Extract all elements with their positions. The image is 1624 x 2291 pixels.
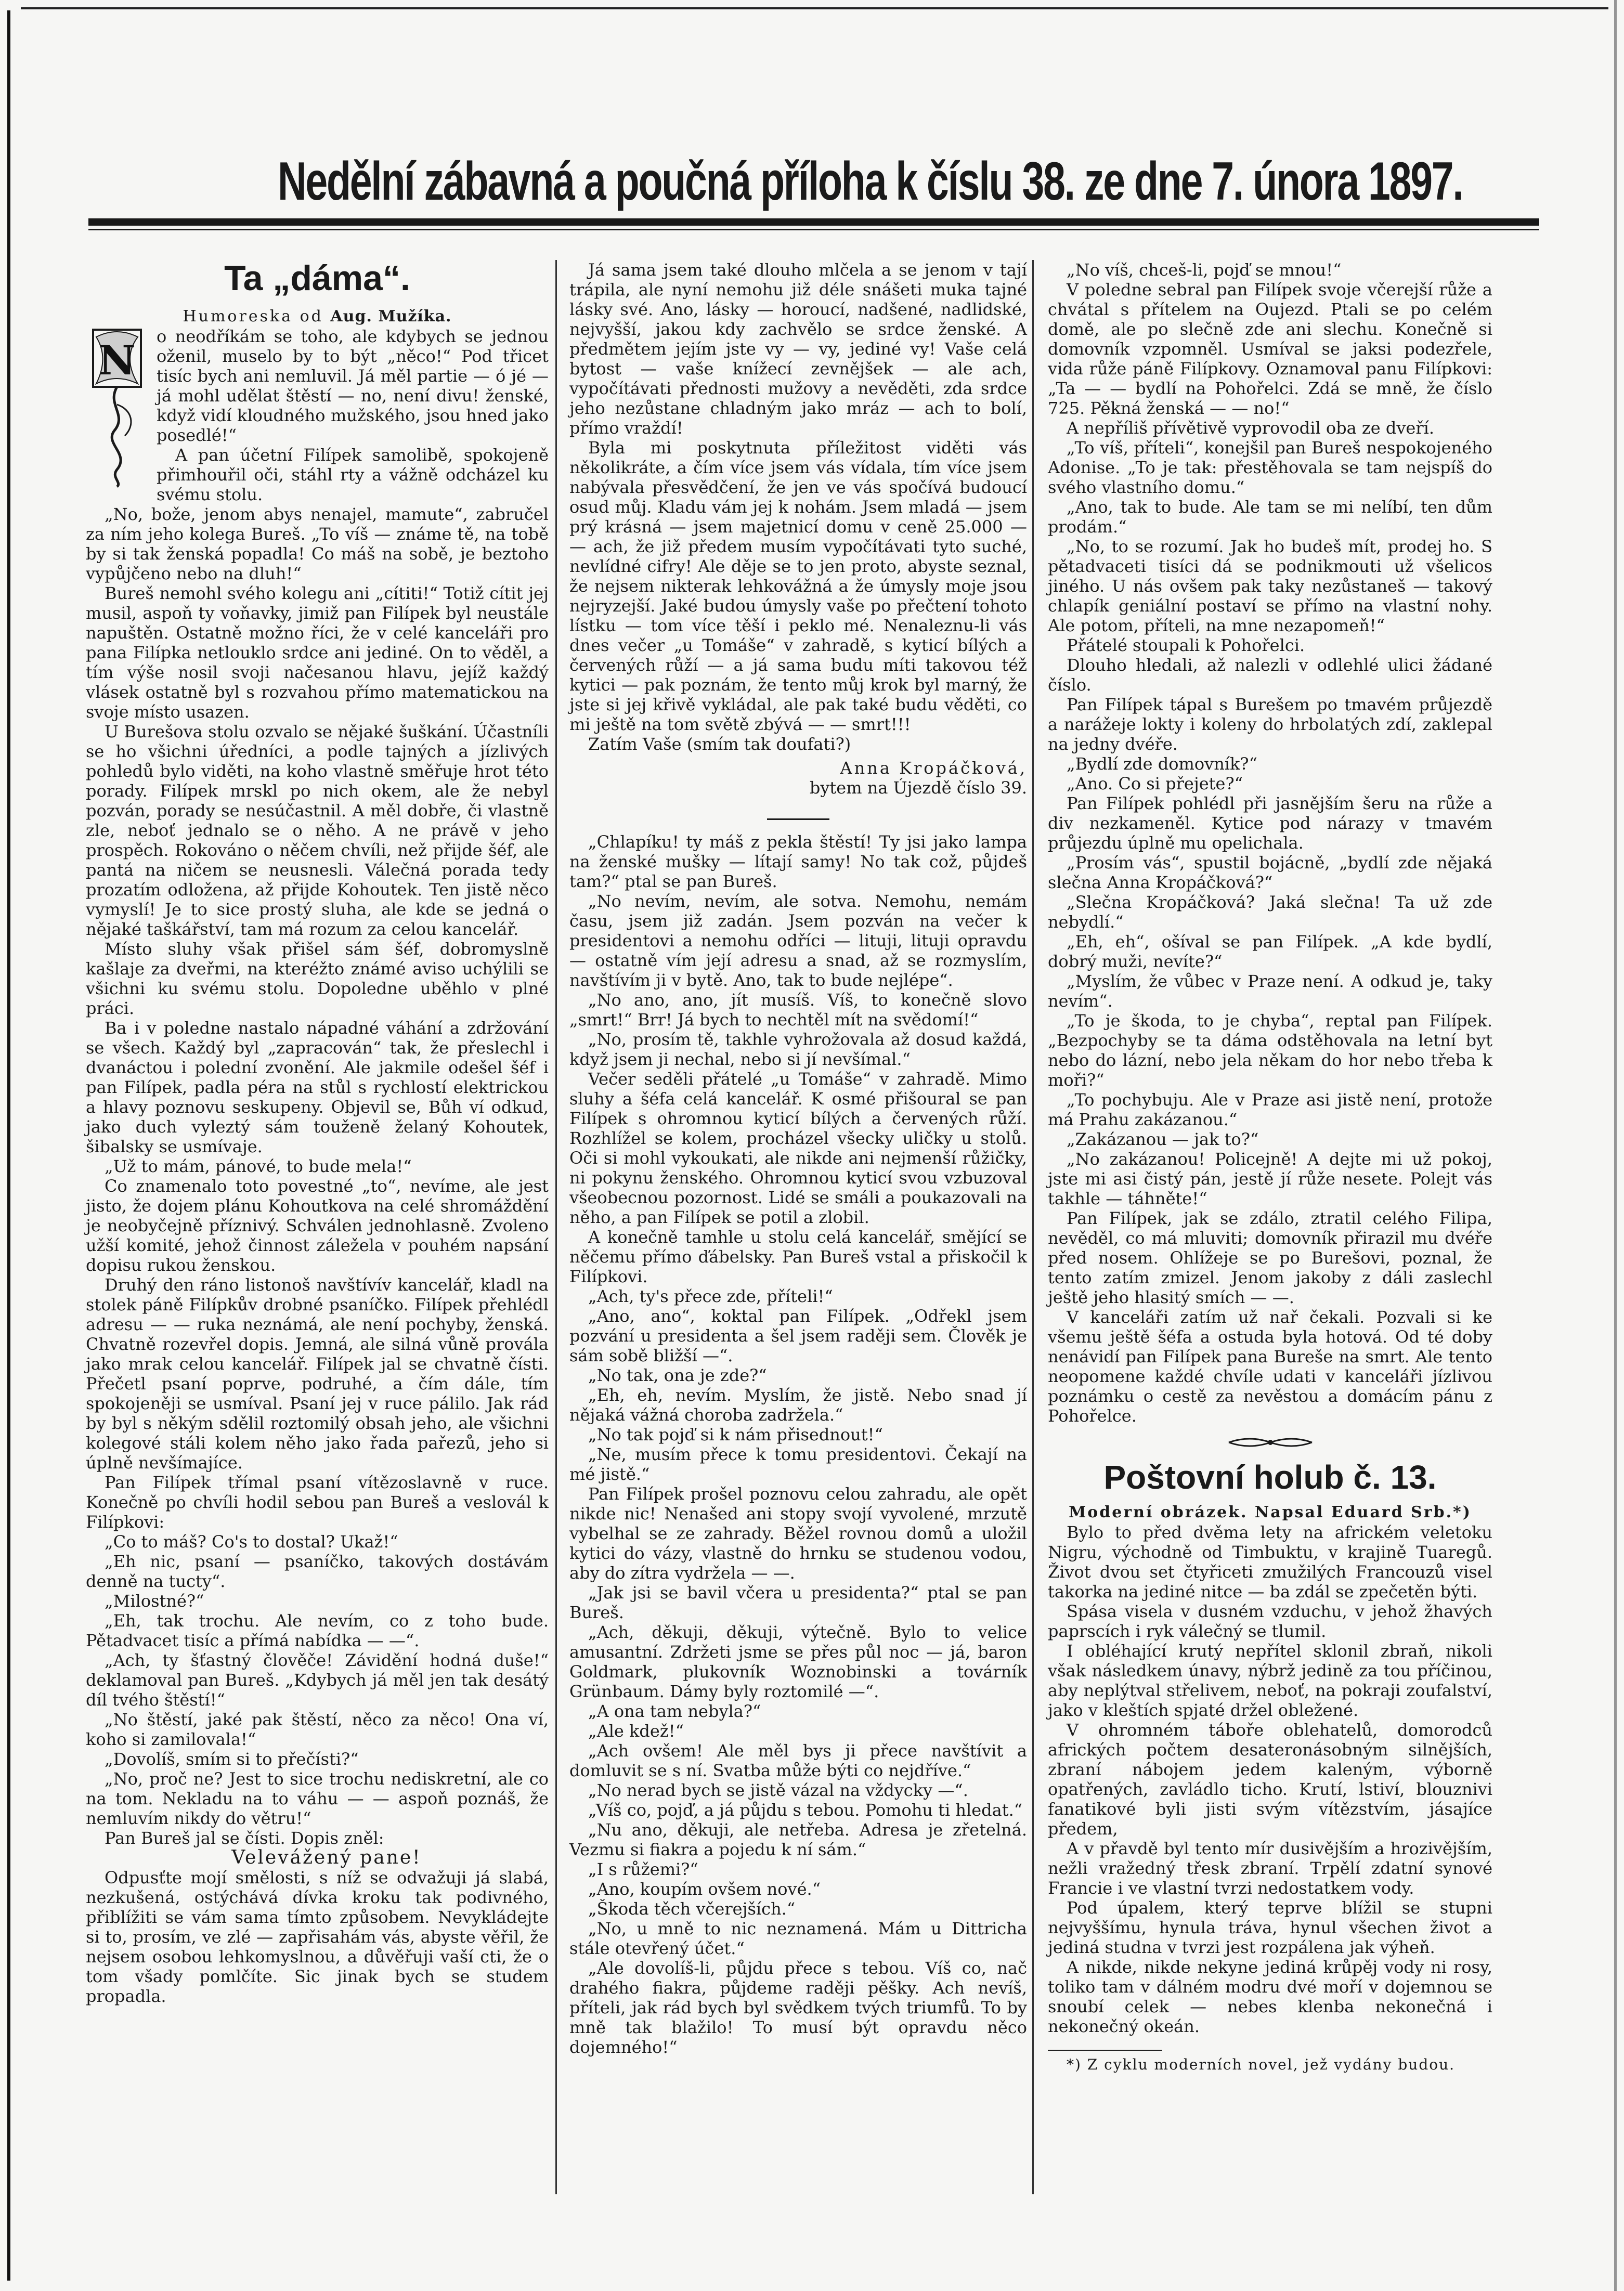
story1-paragraph: „Bydlí zde domovník?“ (1067, 754, 1257, 774)
story1-paragraph: „Ale dovolíš-li, půjdu přece s tebou. Víš co, nač drahého fiakra, půjdeme raději pěšky. Ach nevíš, příteli, jak rád bych byl svědkem tvých triumfů. To by mně tak blažilo! To musí být opravdu něco dojemného!“ (569, 1958, 1027, 2057)
page-edge-top (21, 7, 1608, 9)
story1-paragraph: „No tak pojď si k nám přisednout!“ (588, 1425, 883, 1444)
story1-paragraph: „Ale kdež!“ (588, 1721, 684, 1741)
story1-paragraph: „Eh, tak trochu. Ale nevím, co z toho bude. Pětadvacet tisíc a přímá nabídka — —“. (86, 1611, 549, 1650)
story1-title: Ta „dáma“. (224, 258, 410, 298)
story2-title: Poštovní holub č. 13. (1103, 1459, 1437, 1496)
story1-paragraph: „Ano, ano“, koktal pan Filípek. „Odřekl jsem pozvání u presidenta a šel jsem raději sem. Člověk je sám sobě bližší —“. (569, 1306, 1027, 1365)
story1-paragraph: „No, prosím tě, takhle vyhrožovala až dosud každá, když jsem ji nechal, nebo si jí nevšímal.“ (569, 1030, 1027, 1069)
story1-paragraph: o neodříkám se toho, ale kdybych se jednou oženil, muselo by to být „něco!“ Pod třicet tisíc bych ani nemluvil. Já měl partie — ó jé — já mohl udělat štěstí — no, není divu! ženské, když vidí kloudného mužského, jsou hned jako posedlé!“ (157, 327, 549, 445)
story1-paragraph: „To pochybuju. Ale v Praze asi jistě není, protože má Prahu zakázanou.“ (1048, 1090, 1492, 1129)
story1-paragraph: „Ne, musím přece k tomu presidentovi. Čekají na mé jistě.“ (569, 1444, 1027, 1484)
story1-paragraph: „A ona tam nebyla?“ (588, 1701, 761, 1721)
story1-paragraph: Přátelé stoupali k Pohořelci. (1067, 635, 1305, 655)
story1-paragraph: „Škoda těch včerejších.“ (588, 1899, 796, 1919)
story2-paragraph: Pod úpalem, který teprve blížil se stupni nejvyššímu, hynula tráva, hynul všechen život a jediná studna v tvrzi jest rozpálena jak výheň. (1048, 1898, 1492, 1957)
story1-paragraph: Co znamenalo toto povestné „to“, nevíme, ale jest jisto, že dojem plánu Kohoutkova na celé shromáždění je neobyčejně příznivý. Schválen jednohlasně. Zvoleno užší komité, jehož činnost záležela v pouhém napsání dopisu rukou ženskou. (86, 1176, 549, 1275)
story1-paragraph: „Víš co, pojď, a já půjdu s tebou. Pomohu ti hledat.“ (588, 1800, 1023, 1820)
story1-paragraph: „Nu ano, děkuji, ale netřeba. Adresa je zřetelná. Vezmu si fiakra a pojedu k ní sám.“ (569, 1820, 1027, 1859)
masthead-title: Nedělní zábavná a poučná příloha k číslu 38. ze dne 7. února 1897. (278, 151, 1463, 212)
story1-paragraph: Večer seděli přátelé „u Tomáše“ v zahradě. Mimo sluhy a šéfa celá kancelář. K osmé přišoural se pan Filípek s ohromnou kyticí bílých a červených růží. Rozhlížel se kolem, procházel všecky uličky u stolů. Oči si mohl vykoukati, ale nikde ani nejmenší růžičky, ni pokynu ženského. Ohromnou kyticí svou vzbuzoval všeobecnou pozornost. Lidé se smáli a poukazovali na něho, a pan Filípek se potil a zlobil. (569, 1069, 1027, 1227)
story1-paragraph: V kanceláři zatím už nař čekali. Pozvali si ke všemu ještě šéfa a ostuda byla hotová. Od té doby nenávidí pan Filípek pana Bureše na smrt. Ale tento neopomene každé chvíle udati v kanceláři jízlivou poznámku o cestě za nevěstou a domácím pánu z Pohořelce. (1048, 1307, 1492, 1426)
story1-paragraph: Ba i v poledne nastalo nápadné váhání a zdržování se všech. Každý byl „zapracován“ tak, že přeslechl i dvanáctou i polední zvonění. Ale jakmile odešel šéf i pan Filípek, padla péra na stůl s rychlostí elektrickou a hlavy poznovu seskupeny. Objevil se, Bůh ví odkud, jako duch vyleztý sám touženě želaný Kohoutek, šibalsky se usmívaje. (86, 1018, 549, 1156)
story1-paragraph: Pan Bureš jal se čísti. Dopis zněl: (105, 1828, 384, 1848)
column-divider-1 (555, 260, 557, 2194)
story1-paragraph: Bureš nemohl svého kolegu ani „cítiti!“ Totiž cítit jej musil, aspoň ty voňavky, jimiž pan Filípek byl neustále napuštěn. Ostatně možno říci, že v celé kanceláři pro pana Filípka netlouklo srdce ani jediné. On to věděl, a tím výše nosil svoji načesanou hlavu, jejíž každý vlásek ostatně byl s rozvahou přímo matematickou na svoje místo usazen. (86, 583, 549, 722)
story1-paragraph: „Ano. Co si přejete?“ (1067, 774, 1243, 793)
story1-paragraph: „Ano, tak to bude. Ale tam se mi nelíbí, ten dům prodám.“ (1048, 497, 1492, 537)
story1-paragraph: Místo sluhy však přišel sám šéf, dobromyslně kašlaje za dveřmi, na kteréžto známé aviso uchýlili se všichni ku svému stolu. Dopoledne uběhlo v plné práci. (86, 939, 549, 1018)
story1-paragraph: „No ano, ano, jít musíš. Víš, to konečně slovo „smrt!“ Brr! Já bych to nechtěl mít na svědomí!“ (569, 990, 1027, 1030)
story1-paragraph: „Jak jsi se bavil včera u presidenta?“ ptal se pan Bureš. (569, 1583, 1027, 1622)
story1-paragraph: „No nevím, nevím, ale sotva. Nemohu, nemám času, jsem již zadán. Jsem pozván na večer k presidentovi a nemohu odříci — lituji, lituji opravdu — ostatně vím její adresu a snad, až se rozmyslím, navštívím ji v bytě. Ano, tak to bude nejlépe“. (569, 891, 1027, 990)
masthead-rule-thin (88, 229, 1539, 230)
story2-paragraph: V ohromném táboře oblehatelů, domorodců afrických počtem desateronásobným silnějších, zbraní nábojem jedem kaleným, výborně opatřených, zavládlo ticho. Krutí, lstiví, blouznivi fanatikové byli jisti svým vítězstvím, jásajíce předem, (1048, 1720, 1492, 1839)
letter-paragraph: Já sama jsem také dlouho mlčela a se jenom v tají trápila, ale nyní nemohu již déle snášeti muka tajné lásky své. Ano, lásky — horoucí, nadšené, nadlidské, nejvyšší, jakou kdy zachvělo se srdce ženské. A předmětem jejím jste vy — vy, jediné vy! Vaše celá bytost — vaše knížecí zevnějšek — ale ach, vypočítávati přednosti mužovy a nevěděti, zda srdce jeho nezůstane chladným jako mráz — ach to bolí, přímo vraždí! (569, 260, 1027, 438)
story1-paragraph: Pan Filípek pohlédl při jasnějším šeru na růže a div nezkameněl. Kytice pod nárazy v tmavém průjezdu úplně mu opelichala. (1048, 793, 1492, 853)
story2-paragraph: Bylo to před dvěma lety na africkém veletoku Nigru, východně od Timbuktu, v krajině Tuaregů. Život dvou set čtyřiceti zmužilých Francouzů visel takorka na jediné nitce — ba zdál se zpečetěn býti. (1048, 1522, 1492, 1602)
story1-paragraph: V poledne sebral pan Filípek svoje včerejší růže a chvátal s přítelem na Oujezd. Ptali se po celém domě, ale po slečně zde ani slechu. Konečně si domovník vzpomněl. Usmíval se jaksi podezřele, vida růže páně Filípkovy. Oznamoval panu Filípkovi: „Ta — — bydlí na Pohořelci. Zdá se mně, že číslo 725. Pěkná ženská — — no!“ (1048, 280, 1492, 418)
story1-paragraph: „No, to se rozumí. Jak ho budeš mít, prodej ho. S pětadvaceti tisíci dá se podnikmouti už všelicos jiného. U nás ovšem pak taky nezůstaneš — takový chlapík geniální postaví se přímo na vlastní nohy. Ale potom, příteli, na mne nezapomeň!“ (1048, 537, 1492, 635)
story1-paragraph: Dlouho hledali, až nalezli v odlehlé ulici žádané číslo. (1048, 655, 1492, 695)
story1-paragraph: Pan Filípek třímal psaní vítězoslavně v ruce. Konečně po chvíli hodil sebou pan Bureš a veslovál k Filípkovi: (86, 1473, 549, 1532)
story1-paragraph: A nepříliš přívětivě vyprovodil oba ze dveří. (1067, 418, 1435, 438)
story1-paragraph: „Zakázanou — jak to?“ (1067, 1129, 1259, 1149)
story1-paragraph: A pan účetní Filípek samolibě, spokojeně přimhouřil oči, stáhl rty a vážně odcházel ku svému stolu. (157, 445, 549, 504)
story1-paragraph: „No nerad bych se jistě vázal na vždycky —“. (588, 1780, 968, 1800)
story1-paragraph: „I s růžemi?“ (588, 1859, 698, 1879)
story2-paragraph: A v přavdě byl tento mír dusivějším a hrozivějším, nežli vražedný třesk zbraní. Trpělí zdatní synové Francie i ve vlastní tvrzi nedostatkem vody. (1048, 1839, 1492, 1898)
story1-paragraph: „Ach ovšem! Ale měl bys ji přece navštívit a domluvit se s ní. Svatba může býti co nejdříve.“ (569, 1741, 1027, 1780)
footnote-rule (1048, 2050, 1162, 2051)
story1-paragraph: „No štěstí, jaké pak štěstí, něco za něco! Ona ví, koho si zamilovala!“ (86, 1710, 549, 1749)
story1-paragraph: „To víš, příteli“, konejšil pan Bureš nespokojeného Adonise. „To je tak: přestěhovala se tam nejspíš do svého vlastního domu.“ (1048, 438, 1492, 497)
story2-footnote: *) Z cyklu moderních novel, jež vydány budou. (1067, 2056, 1456, 2073)
letter-closing: Zatím Vaše (smím tak doufati?) (588, 734, 851, 754)
story1-paragraph: Druhý den ráno listonoš navštívív kancelář, kladl na stolek páně Filípkův drobné psaníčko. Filípek přehlédl adresu — — ruka neznámá, ale není pochyby, ženská. Chvatně rozevřel dopis. Jemná, ale silná vůně provála jako mrak celou kancelář. Filípek jal se chvatně čísti. Přečetl psaní poprve, podruhé, a čím dále, tím spokojeněji se usmíval. Psaní jej v ruce pálilo. Jak rád by byl s někým sdělil roztomilý obsah jeho, ale všichni kolegové stáli kolem něho jako řada pařezů, jeho si úplně nevšímajíce. (86, 1275, 549, 1473)
story1-paragraph: „No, u mně to nic neznamená. Mám u Dittricha stále otevřený účet.“ (569, 1919, 1027, 1958)
column-1 (86, 255, 549, 2006)
story1-paragraph: „Už to mám, pánové, to bude mela!“ (105, 1156, 412, 1176)
story1-paragraph: „No víš, chceš-li, pojď se mnou!“ (1067, 260, 1342, 280)
story2-paragraph: Spása visela v dusném vzduchu, v jehož žhavých paprscích i ryk válečný se tlumil. (1048, 1602, 1492, 1641)
story1-paragraph: Pan Filípek prošel poznovu celou zahradu, ale opět nikde nic! Nenašed ani stopy svojí vyvolené, mrzutě vybelhal se ze zahrady. Běžel rovnou domů a uložil kytici do vázy, vlastně do hrnku se studenou vodou, aby do zítra vydržela — —. (569, 1484, 1027, 1583)
story2-byline: Moderní obrázek. Napsal Eduard Srb.*) (1069, 1503, 1472, 1521)
story1-byline-prefix: Humoreska od (183, 307, 323, 326)
story1-paragraph: „Dovolíš, smím si to přečísti?“ (105, 1749, 359, 1769)
letter-signature-name: Anna Kropáčková, (840, 758, 1027, 778)
page-edge-left (7, 10, 10, 2281)
letter-paragraph: Odpusťte mojí smělosti, s níž se odvažuji já slabá, nezkušená, ostýchává dívka kroku tak podivného, přiblížiti se vám sama tímto způsobem. Nevykládejte si to, prosím, ve zlé — zapřisahám vás, abyste věřil, že nejsem osobou lehkomyslnou, a důvěřuji vaší cti, že o tom všady pomlčíte. Sic jinak bych se studem propadla. (86, 1868, 549, 2006)
column-2 (569, 260, 1027, 2057)
story1-paragraph: „Eh nic, psaní — psaníčko, takových dostávám denně na tucty“. (86, 1552, 549, 1591)
story1-paragraph: „Prosím vás“, spustil bojácně, „bydlí zde nějaká slečna Anna Kropáčková?“ (1048, 853, 1492, 892)
masthead-rule-thick (88, 218, 1539, 226)
story1-paragraph: „Ano, koupím ovšem nové.“ (588, 1879, 821, 1899)
story1-paragraph: „No, bože, jenom abys nenajel, mamute“, zabručel za ním jeho kolega Bureš. „To víš — známe tě, na tobě by si tak ženská popadla! Co máš na sobě, je beztoho vypůjčeno nebo na dluh!“ (86, 504, 549, 583)
story1-paragraph: „Milostné?“ (105, 1591, 204, 1611)
ornament-divider-icon (1226, 1435, 1315, 1450)
story1-paragraph: „Ach, ty's přece zde, příteli!“ (588, 1286, 833, 1306)
story1-paragraph: „Ach, ty šťastný člověče! Závidění hodná duše!“ deklamoval pan Bureš. „Kdybych já měl jen tak desátý díl tvého štěstí!“ (86, 1650, 549, 1710)
story1-paragraph: „Eh, eh“, ošíval se pan Filípek. „A kde bydlí, dobrý muži, nevíte?“ (1048, 932, 1492, 971)
story1-paragraph: „Eh, eh, nevím. Myslím, že jistě. Nebo snad jí nějaká vážná choroba zadržela.“ (569, 1385, 1027, 1425)
story1-paragraph: „Myslím, že vůbec v Praze není. A odkud je, taky nevím“. (1048, 971, 1492, 1011)
page-edge-right (1614, 0, 1617, 2291)
story1-paragraph: „No zakázanou! Policejně! A dejte mi už pokoj, jste mi asi čistý pán, jestě jí růže nesete. Polejt vás takhle — táhněte!“ (1048, 1149, 1492, 1208)
section-separator (569, 805, 1027, 825)
story1-paragraph: „Co to máš? Co's to dostal? Ukaž!“ (105, 1532, 398, 1552)
letter-paragraph: Byla mi poskytnuta příležitost viděti vás několikráte, a čím více jsem vás vídala, tím více jsem nabývala přesvědčení, že jen ve vás spočívá budoucí osud můj. Kladu vám jej k nohám. Jsem mladá — jsem prý krásná — jsem majetnicí domu v ceně 25.000 — — ach, že již předem musím vypočítávati tyto suché, nevlídné cifry! Ale děje se to jen proto, abyste seznal, že nejsem nikterak lehkovážná a že úmysly moje jsou nejryzejší. Jaké budou úmysly vaše po přečtení tohoto lístku — tom více těší i peklo mé. Nenaleznu-li vás dnes večer „u Tomáše“ v zahradě, s kyticí bílých a červených růží — a já sama budu míti takovou též kytici — pak poznám, že tento můj krok byl marný, že jste si jej křivě vykládal, ale pak také budu věděti, co mi ještě na tom světě zbývá — — smrt!!! (569, 438, 1027, 734)
story1-paragraph: U Burešova stolu ozvalo se nějaké šuškání. Účastníli se ho všichni úředníci, a podle tajných a jízlivých pohledů bylo viděti, na koho vlastně směřuje hrot této porady. Filípek mrskl po nich okem, ale že nebyl pozván, porady se nesúčastnil. A měl dobře, či vlastně zle, neboť jednalo se o něho. A ne právě v jeho prospěch. Rokováno o něčem chvíli, než přijde šéf, ale pantá na ničem se neusnesli. Válečná porada tedy prozatím odložena, až přijde Kohoutek. Ten jistě něco vymyslí! Je to sice prostý sluha, ale kde se jedná o nějaké taškářství, tam má rozum za celou kancelář. (86, 722, 549, 939)
story1-paragraph: „Slečna Kropáčková? Jaká slečna! Ta už zde nebydlí.“ (1048, 892, 1492, 932)
story1-paragraph: „No tak, ona je zde?“ (588, 1365, 767, 1385)
story1-paragraph: Pan Filípek tápal s Burešem po tmavém průjezdě a narážeje lokty i koleny do hrbolatých zdí, zaklepal na jedny dvéře. (1048, 695, 1492, 754)
story1-paragraph: A konečně tamhle u stolu celá kancelář, smějící se něčemu přímo ďábelsky. Pan Bureš vstal a přiskočil k Filípkovi. (569, 1227, 1027, 1286)
story2-paragraph: I obléhající krutý nepřítel sklonil zbraň, nikoli však následkem únavy, nýbrž jedině za tou příčinou, aby neplýtval střelivem, neboť, na pokraji zoufalství, jako v kleštích spjaté držel obležené. (1048, 1641, 1492, 1720)
column-3 (1048, 260, 1492, 2074)
story1-byline (86, 307, 549, 327)
story1-byline-author: Aug. Mužíka. (330, 307, 452, 326)
story1-paragraph: „Ach, děkuji, děkuji, výtečně. Bylo to velice amusantní. Zdržeti jsme se přes půl noc — já, baron Goldmark, plukovník Woznobinski a továrník Grünbaum. Dámy byly roztomilé —“. (569, 1622, 1027, 1701)
story1-paragraph: „Chlapíku! ty máš z pekla štěstí! Ty jsi jako lampa na ženské mušky — lítají samy! No tak což, půjdeš tam?“ ptal se pan Bureš. (569, 832, 1027, 891)
story2-paragraph: A nikde, nikde nekyne jediná krůpěj vody ni rosy, toliko tam v dálném modru dvé moří v dojemnou se snoubí celek — nebes klenba nekonečná i nekonečný okeán. (1048, 1957, 1492, 2036)
initial-letter: N (98, 337, 136, 384)
letter-salutation: Velevážený pane! (231, 1847, 422, 1868)
decorative-initial-icon (86, 327, 148, 488)
story1-paragraph: Pan Filípek, jak se zdálo, ztratil celého Filipa, nevěděl, co má mluviti; domovník přirazil mu dvéře před nosem. Ohlížeje se po Burešovi, poznal, že tento zatím zmizel. Jenom jakoby z dáli zaslechl ještě jeho hlasitý smích — —. (1048, 1208, 1492, 1307)
story1-paragraph: „No, proč ne? Jest to sice trochu nediskretní, ale co na tom. Nekladu na to váhu — — aspoň poznáš, že nemluvím nikdy do větru!“ (86, 1769, 549, 1828)
letter-signature-address: bytem na Újezdě číslo 39. (809, 778, 1027, 798)
column-divider-2 (1032, 260, 1034, 2194)
story1-paragraph: „To je škoda, to je chyba“, reptal pan Filípek. „Bezpochyby se ta dáma odstěhovala na letní byt nebo do lázní, nebo jela někam do hor nebo třeba k moři?“ (1048, 1011, 1492, 1090)
